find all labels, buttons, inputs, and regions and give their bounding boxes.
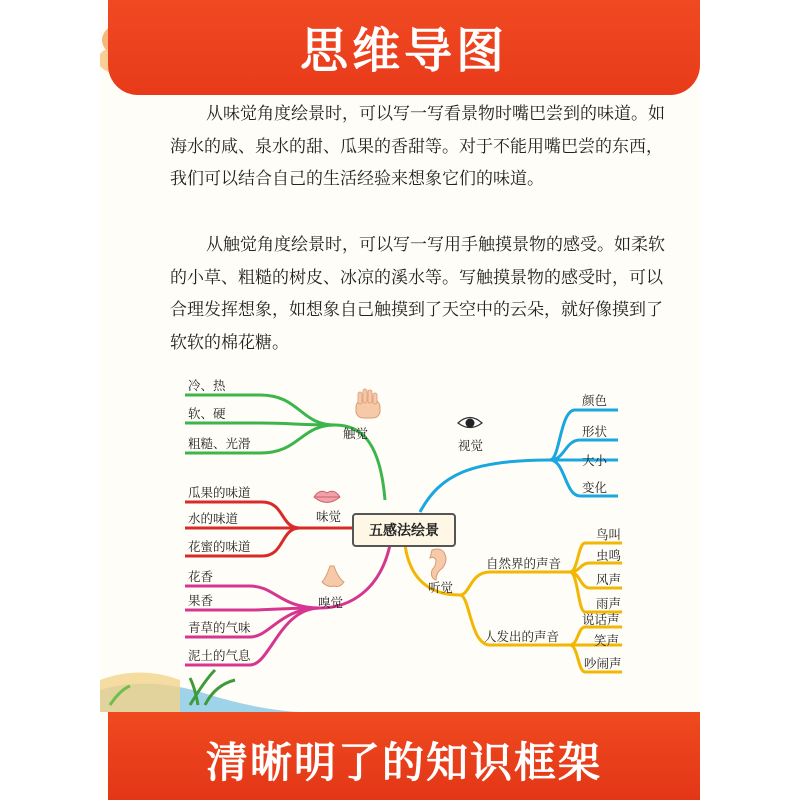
scenery-decoration xyxy=(100,670,300,712)
nose-icon xyxy=(322,566,344,587)
banner-title: 思维导图 xyxy=(299,23,508,79)
top-banner xyxy=(108,0,700,95)
ear-icon xyxy=(430,549,446,580)
sight-item: 颜色 xyxy=(582,393,608,408)
hearing-human-item: 吵闹声 xyxy=(584,656,622,671)
hearing-nature-item: 鸟叫 xyxy=(596,527,622,542)
taste-item: 花蜜的味道 xyxy=(188,539,251,554)
smell-item: 泥土的气息 xyxy=(188,648,251,663)
paragraph-text: 从触觉角度绘景时，可以写一写用手触摸景物的感受。如柔软的小草、粗糙的树皮、冰凉的溪水等。写触摸景物的感受时，可以合理发挥想象，如想象自己触摸到了天空中的云朵，就好像摸到了软软的棉花糖。 xyxy=(170,235,665,353)
hearing-human-label: 人发出的声音 xyxy=(484,629,560,644)
hearing-human-item: 笑声 xyxy=(594,633,620,648)
eye-icon xyxy=(458,418,482,428)
hearing-nature-item: 风声 xyxy=(596,572,622,587)
touch-label: 触觉 xyxy=(343,426,369,441)
sight-label: 视觉 xyxy=(458,438,484,453)
smell-item: 果香 xyxy=(188,593,214,608)
hearing-human-item: 说话声 xyxy=(582,612,620,627)
bottom-banner xyxy=(108,712,700,800)
touch-item: 软、硬 xyxy=(188,406,226,421)
lips-icon xyxy=(314,491,340,502)
smell-item: 花香 xyxy=(188,569,214,584)
paragraph-text: 从味觉角度绘景时，可以写一写看景物时嘴巴尝到的味道。如海水的咸、泉水的甜、瓜果的香甜等。对于不能用嘴巴尝的东西，我们可以结合自己的生活经验来想象它们的味道。 xyxy=(170,104,665,189)
smell-item: 青草的气味 xyxy=(188,620,251,635)
taste-item: 瓜果的味道 xyxy=(188,485,251,500)
mindmap-center-node: 五感法绘景 xyxy=(352,513,456,547)
touch-item: 粗糙、光滑 xyxy=(188,436,251,451)
hand-icon xyxy=(356,389,380,418)
banner-subtitle: 清晰明了的知识框架 xyxy=(205,738,602,787)
smell-label: 嗅觉 xyxy=(318,595,344,610)
hearing-nature-label: 自然界的声音 xyxy=(486,556,562,571)
taste-label: 味觉 xyxy=(316,509,342,524)
sight-item: 形状 xyxy=(582,424,608,439)
hearing-nature-item: 雨声 xyxy=(596,596,622,611)
touch-item: 冷、热 xyxy=(188,378,226,393)
hearing-label: 听觉 xyxy=(428,580,454,595)
smell-branch xyxy=(185,545,390,665)
sight-item: 变化 xyxy=(582,480,608,495)
taste-item: 水的味道 xyxy=(188,511,239,526)
hearing-nature-item: 虫鸣 xyxy=(596,548,622,563)
sight-item: 大小 xyxy=(582,453,608,468)
